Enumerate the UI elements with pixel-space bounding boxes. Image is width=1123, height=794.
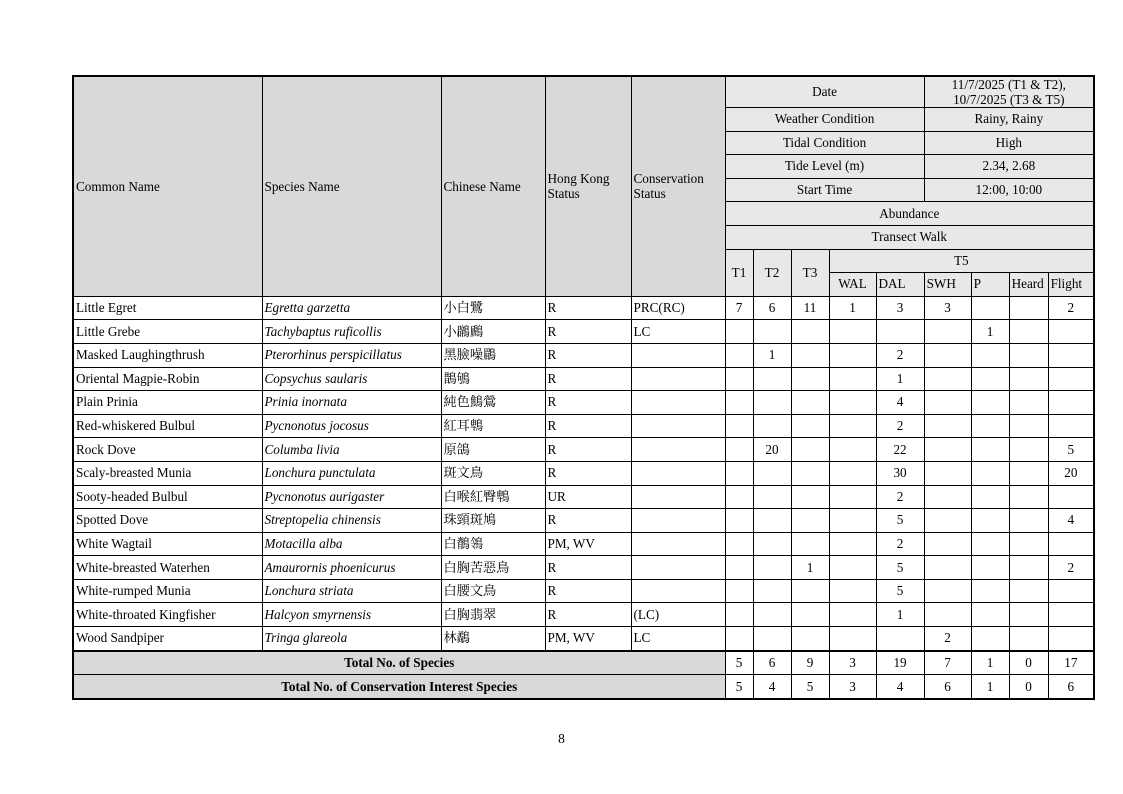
total-count-cell: 5 [725,651,753,675]
count-cell: 20 [1048,461,1094,485]
count-cell: 5 [876,556,924,580]
header-common-name: Common Name [73,76,262,296]
species-name-cell: Copsychus saularis [262,367,441,391]
count-cell [829,438,876,462]
count-cell [876,320,924,344]
count-cell [725,556,753,580]
count-cell [924,391,971,415]
table-row [73,556,1094,580]
count-cell [924,414,971,438]
count-cell [725,509,753,533]
chinese-name-cell: 白喉紅臀鵯 [441,485,545,509]
common-name-cell: Wood Sandpiper [73,627,262,651]
count-cell [1009,367,1048,391]
table-row [73,532,1094,556]
count-cell [791,485,829,509]
conservation-status-cell: LC [631,627,725,651]
count-cell [829,461,876,485]
common-name-cell: Little Grebe [73,320,262,344]
condition-value-weather: Rainy, Rainy [924,108,1094,132]
count-cell [971,343,1009,367]
species-name-cell: Halcyon smyrnensis [262,603,441,627]
common-name-cell: Sooty-headed Bulbul [73,485,262,509]
total-count-cell: 17 [1048,651,1094,675]
count-cell: 22 [876,438,924,462]
hk-status-cell: R [545,461,631,485]
count-cell: 2 [924,627,971,651]
count-cell [971,391,1009,415]
conservation-status-cell [631,391,725,415]
species-name-cell: Prinia inornata [262,391,441,415]
conservation-status-cell [631,579,725,603]
count-cell: 2 [876,343,924,367]
hk-status-cell: R [545,296,631,320]
count-cell [725,414,753,438]
total-count-cell: 5 [791,675,829,699]
hk-status-cell: R [545,343,631,367]
total-count-cell: 3 [829,675,876,699]
count-cell: 1 [753,343,791,367]
condition-value-start-time: 12:00, 10:00 [924,178,1094,202]
count-cell [971,627,1009,651]
table-row [73,485,1094,509]
conservation-status-cell [631,556,725,580]
count-cell [924,556,971,580]
chinese-name-cell: 紅耳鵯 [441,414,545,438]
condition-value-date: 11/7/2025 (T1 & T2), 10/7/2025 (T3 & T5) [924,76,1094,108]
count-cell [725,461,753,485]
count-cell [791,461,829,485]
count-cell [725,627,753,651]
count-cell [971,367,1009,391]
totals-row [73,651,1094,675]
count-cell [829,627,876,651]
conservation-status-cell: PRC(RC) [631,296,725,320]
count-cell [971,485,1009,509]
species-name-cell: Amaurornis phoenicurus [262,556,441,580]
chinese-name-cell: 白胸苦惡鳥 [441,556,545,580]
header-species-name: Species Name [262,76,441,296]
species-name-cell: Pterorhinus perspicillatus [262,343,441,367]
species-name-cell: Streptopelia chinensis [262,509,441,533]
hk-status-cell: R [545,579,631,603]
count-cell [753,603,791,627]
total-count-cell: 19 [876,651,924,675]
count-cell [791,579,829,603]
count-cell [1048,603,1094,627]
condition-label-weather: Weather Condition [725,108,924,132]
count-cell: 3 [924,296,971,320]
count-cell [971,556,1009,580]
count-cell [1009,461,1048,485]
count-cell [971,603,1009,627]
count-cell [1009,627,1048,651]
t5-sub-dal: DAL [876,273,924,297]
common-name-cell: Red-whiskered Bulbul [73,414,262,438]
chinese-name-cell: 白腰文鳥 [441,579,545,603]
species-name-cell: Lonchura punctulata [262,461,441,485]
table-row [73,509,1094,533]
condition-label-tidal: Tidal Condition [725,131,924,155]
count-cell [1009,485,1048,509]
common-name-cell: Masked Laughingthrush [73,343,262,367]
transect-t2-header: T2 [753,249,791,296]
count-cell [1048,579,1094,603]
chinese-name-cell: 小白鷺 [441,296,545,320]
count-cell [924,485,971,509]
count-cell [829,532,876,556]
count-cell [791,438,829,462]
common-name-cell: Rock Dove [73,438,262,462]
count-cell [791,414,829,438]
conservation-status-cell [631,438,725,462]
totals-row [73,675,1094,699]
count-cell: 2 [876,414,924,438]
total-count-cell: 6 [753,651,791,675]
conservation-status-cell [631,509,725,533]
chinese-name-cell: 斑文鳥 [441,461,545,485]
chinese-name-cell: 珠頸斑鳩 [441,509,545,533]
count-cell [791,603,829,627]
hk-status-cell: UR [545,485,631,509]
count-cell: 2 [1048,296,1094,320]
count-cell [1009,320,1048,344]
count-cell [1009,556,1048,580]
species-name-cell: Columba livia [262,438,441,462]
count-cell [725,485,753,509]
count-cell: 2 [1048,556,1094,580]
common-name-cell: White Wagtail [73,532,262,556]
count-cell [791,509,829,533]
count-cell: 3 [876,296,924,320]
count-cell [1048,367,1094,391]
count-cell [924,343,971,367]
chinese-name-cell: 純色鷦鶯 [441,391,545,415]
total-count-cell: 7 [924,651,971,675]
count-cell [725,391,753,415]
conservation-status-cell [631,532,725,556]
condition-label-date: Date [725,76,924,108]
count-cell [876,627,924,651]
count-cell: 5 [876,579,924,603]
table-row [73,320,1094,344]
t5-sub-p: P [971,273,1009,297]
count-cell [753,320,791,344]
count-cell [1009,532,1048,556]
chinese-name-cell: 黑臉噪鶥 [441,343,545,367]
count-cell: 20 [753,438,791,462]
count-cell: 5 [876,509,924,533]
count-cell [753,532,791,556]
count-cell [1048,414,1094,438]
count-cell: 6 [753,296,791,320]
species-name-cell: Tringa glareola [262,627,441,651]
count-cell [924,532,971,556]
total-count-cell: 3 [829,651,876,675]
count-cell [753,556,791,580]
common-name-cell: Plain Prinia [73,391,262,415]
conservation-status-cell [631,461,725,485]
t5-sub-flight: Flight [1048,273,1094,297]
species-name-cell: Motacilla alba [262,532,441,556]
count-cell [971,438,1009,462]
count-cell: 1 [829,296,876,320]
hk-status-cell: R [545,556,631,580]
count-cell [924,603,971,627]
count-cell [753,627,791,651]
count-cell [924,579,971,603]
count-cell: 5 [1048,438,1094,462]
count-cell [829,320,876,344]
count-cell [791,367,829,391]
t5-sub-swh: SWH [924,273,971,297]
count-cell [971,532,1009,556]
count-cell [924,509,971,533]
table-row [73,414,1094,438]
count-cell [753,509,791,533]
common-name-cell: White-breasted Waterhen [73,556,262,580]
total-count-cell: 0 [1009,651,1048,675]
hk-status-cell: R [545,367,631,391]
t5-sub-heard: Heard [1009,273,1048,297]
count-cell [1009,509,1048,533]
hk-status-cell: PM, WV [545,627,631,651]
count-cell [753,414,791,438]
count-cell: 2 [876,532,924,556]
page-number: 8 [558,731,565,746]
count-cell [924,320,971,344]
count-cell [1048,627,1094,651]
count-cell [971,509,1009,533]
total-count-cell: 0 [1009,675,1048,699]
count-cell: 2 [876,485,924,509]
count-cell [829,485,876,509]
count-cell [971,461,1009,485]
transect-t5-header: T5 [829,249,1094,273]
count-cell [725,532,753,556]
chinese-name-cell: 林鷸 [441,627,545,651]
total-count-cell: 4 [753,675,791,699]
count-cell: 1 [971,320,1009,344]
table-row [73,579,1094,603]
count-cell: 30 [876,461,924,485]
hk-status-cell: R [545,414,631,438]
total-count-cell: 9 [791,651,829,675]
count-cell [1048,532,1094,556]
count-cell [1048,485,1094,509]
common-name-cell: Scaly-breasted Munia [73,461,262,485]
hk-status-cell: R [545,438,631,462]
condition-label-start-time: Start Time [725,178,924,202]
species-name-cell: Tachybaptus ruficollis [262,320,441,344]
table-row [73,391,1094,415]
table-row [73,367,1094,391]
condition-value-tidal: High [924,131,1094,155]
abundance-header: Abundance [725,202,1094,226]
count-cell [829,414,876,438]
table-row [73,343,1094,367]
species-name-cell: Egretta garzetta [262,296,441,320]
count-cell [924,438,971,462]
count-cell [1009,391,1048,415]
table-row [73,296,1094,320]
count-cell [1009,414,1048,438]
condition-label-tide-level: Tide Level (m) [725,155,924,179]
count-cell: 1 [791,556,829,580]
count-cell: 4 [876,391,924,415]
count-cell [829,391,876,415]
conservation-status-cell [631,343,725,367]
count-cell [791,391,829,415]
total-count-cell: 1 [971,675,1009,699]
chinese-name-cell: 白鶺鴒 [441,532,545,556]
conservation-status-cell: (LC) [631,603,725,627]
count-cell [924,367,971,391]
header-chinese-name: Chinese Name [441,76,545,296]
count-cell [1048,320,1094,344]
transect-walk-header: Transect Walk [725,225,1094,249]
count-cell [791,627,829,651]
bird-survey-table [72,75,1095,700]
count-cell: 11 [791,296,829,320]
count-cell [971,579,1009,603]
totals-label: Total No. of Species [73,651,725,675]
common-name-cell: Spotted Dove [73,509,262,533]
count-cell: 7 [725,296,753,320]
total-count-cell: 5 [725,675,753,699]
hk-status-cell: R [545,509,631,533]
chinese-name-cell: 白胸翡翠 [441,603,545,627]
count-cell [753,579,791,603]
total-count-cell: 1 [971,651,1009,675]
conservation-status-cell [631,414,725,438]
t5-sub-wal: WAL [829,273,876,297]
count-cell [829,556,876,580]
total-count-cell: 6 [924,675,971,699]
conservation-status-cell [631,485,725,509]
totals-label: Total No. of Conservation Interest Species [73,675,725,699]
table-row [73,438,1094,462]
hk-status-cell: R [545,603,631,627]
count-cell [829,367,876,391]
species-name-cell: Lonchura striata [262,579,441,603]
total-count-cell: 6 [1048,675,1094,699]
conservation-status-cell: LC [631,320,725,344]
count-cell [971,296,1009,320]
count-cell [725,603,753,627]
header-hk-status: Hong Kong Status [545,76,631,296]
count-cell [971,414,1009,438]
count-cell [725,343,753,367]
count-cell [753,367,791,391]
total-count-cell: 4 [876,675,924,699]
count-cell [924,461,971,485]
conservation-status-cell [631,367,725,391]
header-conservation-status: Conservation Status [631,76,725,296]
count-cell [1009,343,1048,367]
transect-t1-header: T1 [725,249,753,296]
chinese-name-cell: 原鴿 [441,438,545,462]
hk-status-cell: R [545,320,631,344]
count-cell [791,320,829,344]
common-name-cell: Oriental Magpie-Robin [73,367,262,391]
count-cell [1048,343,1094,367]
count-cell [1009,296,1048,320]
count-cell [791,532,829,556]
hk-status-cell: PM, WV [545,532,631,556]
table-row [73,627,1094,651]
transect-t3-header: T3 [791,249,829,296]
common-name-cell: White-rumped Munia [73,579,262,603]
count-cell [829,579,876,603]
count-cell [725,438,753,462]
table-row [73,603,1094,627]
count-cell [725,367,753,391]
species-name-cell: Pycnonotus jocosus [262,414,441,438]
count-cell [725,320,753,344]
count-cell [1009,603,1048,627]
count-cell [725,579,753,603]
table-row [73,461,1094,485]
count-cell [829,509,876,533]
chinese-name-cell: 小鸊鷉 [441,320,545,344]
count-cell [753,485,791,509]
count-cell [829,343,876,367]
hk-status-cell: R [545,391,631,415]
species-name-cell: Pycnonotus aurigaster [262,485,441,509]
count-cell [753,461,791,485]
common-name-cell: Little Egret [73,296,262,320]
count-cell [791,343,829,367]
chinese-name-cell: 鵲鴝 [441,367,545,391]
count-cell: 1 [876,603,924,627]
count-cell [1009,579,1048,603]
count-cell [753,391,791,415]
count-cell [829,603,876,627]
condition-value-tide-level: 2.34, 2.68 [924,155,1094,179]
count-cell: 1 [876,367,924,391]
count-cell [1048,391,1094,415]
count-cell [1009,438,1048,462]
common-name-cell: White-throated Kingfisher [73,603,262,627]
count-cell: 4 [1048,509,1094,533]
